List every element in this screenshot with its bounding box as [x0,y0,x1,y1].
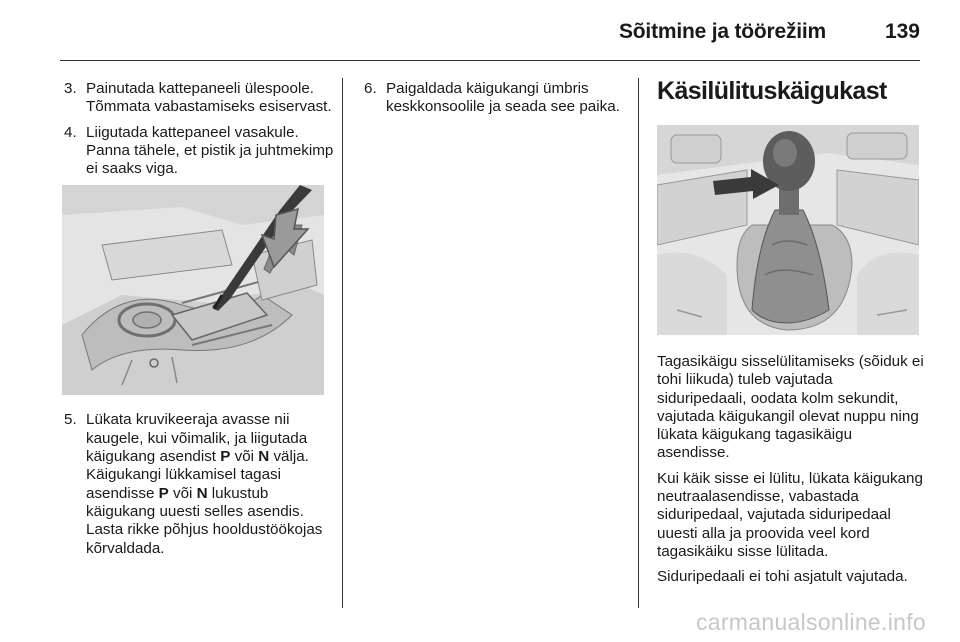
site-watermark: carmanualsonline.info [695,609,926,635]
screwdriver-release-illustration [62,185,324,395]
gear-p-label: P [158,484,169,502]
step-text [86,411,334,557]
paragraph-clutch-warning: Siduripedaali ei tohi asjatult vajutada. [657,568,908,586]
text-run: Lükata kruvikeeraja avasse nii kaugele, kui võimalik, ja liigutada käigukang asendist [86,411,308,466]
step-number: 3. [64,80,77,97]
step-4 [64,124,334,179]
step-number: 4. [64,123,77,141]
column-3 [657,77,925,594]
step-3 [64,80,334,117]
text-run: või [230,448,259,466]
paragraph-reverse-gear: Tagasikäigu sisselülitamiseks (sõiduk ei tohi liikuda) tuleb vajutada siduripedaali, oodata kolm sekundit, vajutada käigukangil olevat nuppu ning lükata käigukang tagasikäigu asendisse. [657,353,924,462]
step-number: 6. [364,80,377,97]
column-divider-1 [342,78,343,608]
step-5 [64,411,334,557]
step-text: Painutada kattepaneeli ülespoole. Tõmmata vabastamiseks esiservast. [86,80,332,116]
column-divider-2 [638,78,639,608]
step-number: 5. [64,411,77,429]
step-6 [364,80,626,117]
step-text: Liigutada kattepaneel vasakule. Panna tähele, et pistik ja juhtmekimp ei saaks viga. [86,123,334,178]
paragraph-gear-not-engaging: Kui käik sisse ei lülitu, lükata käigukang neutraalasendisse, vabastada siduripedaal, vajutada siduripedaal uuesti alla ja proovida veel kord tagasikäiku sisse lülitada. [657,469,923,560]
page-number: 139 [884,20,920,43]
text-run: välja. Käigukangi lükkamisel tagasi asendisse [86,448,309,502]
text-run: või [168,484,197,502]
header-rule [60,60,920,61]
column-1 [64,80,334,565]
step-text: Paigaldada käigukangi ümbris keskkonsoolile ja seada see paika. [386,80,620,116]
gear-lever-illustration [657,125,919,335]
column-2 [364,80,626,124]
gear-p-label: P [220,448,231,466]
gear-n-label: N [258,448,270,466]
page-header-title: Sõitmine ja töörežiim [619,20,826,43]
gear-n-label: N [196,484,208,502]
text-run: lukustub käigukang uuesti selles asendis. Lasta rikke põhjus hooldustöökojas kõrvaldada. [86,484,323,557]
section-heading: Käsilülituskäigukast [657,77,887,105]
